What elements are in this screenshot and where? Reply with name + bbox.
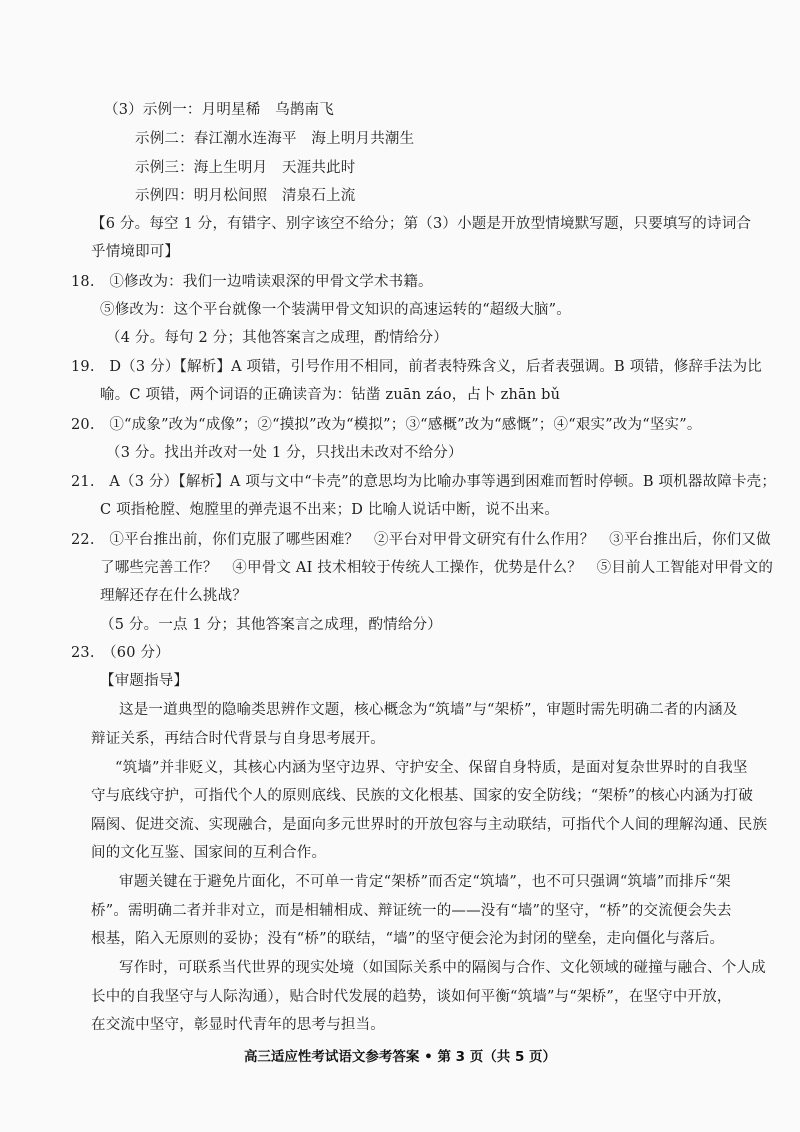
text-line: 根基，陷入无原则的妥协；没有“桥”的联结，“墙”的坚守便会沦为封闭的壁垒，走向僵化与落后。 <box>91 931 725 947</box>
text-line: 这是一道典型的隐喻类思辨作文题，核心概念为“筑墙”与“架桥”，审题时需先明确二者的内涵及 <box>119 702 738 718</box>
text-line: 桥”。需明确二者并非对立，而是相辅相成、辩证统一的——没有“墙”的坚守，“桥”的交流便会失去 <box>91 903 732 919</box>
text-line: 示例三：海上生明月 天涯共此时 <box>135 160 356 176</box>
text-line: 乎情境即可】 <box>91 244 180 260</box>
text-line: 了哪些完善工作？ ④甲骨文 AI 技术相较于传统人工操作，优势是什么？ ⑤目前人工智能对甲骨文的 <box>100 560 774 576</box>
text-line: 21. A（3 分）【解析】A 项与文中“卡壳”的意思均为比喻办事等遇到困难而暂时停顿。B 项机器故障卡壳； <box>71 474 777 490</box>
text-line: 写作时，可联系当代世界的现实处境（如国际关系中的隔阂与合作、文化领域的碰撞与融合、个人成 <box>119 960 766 976</box>
page-footer: 高三适应性考试语文参考答案 • 第 3 页（共 5 页） <box>243 1049 557 1065</box>
text-line: C 项指枪膛、炮膛里的弹壳退不出来；D 比喻人说话中断，说不出来。 <box>100 502 560 518</box>
text-line: 示例二：春江潮水连海平 海上明月共潮生 <box>135 131 415 147</box>
text-line: 审题关键在于避免片面化，不可单一肯定“架桥”而否定“筑墙”，也不可只强调“筑墙”而排斥“架 <box>119 874 731 890</box>
text-line: 间的文化互鉴、国家间的互利合作。 <box>91 845 327 861</box>
text-line: （5 分。一点 1 分；其他答案言之成理，酌情给分） <box>100 617 442 633</box>
text-line: （3）示例一：月明星稀 乌鹊南飞 <box>104 102 334 118</box>
text-line: 喻。C 项错，两个词语的正确读音为：钻凿 zuān záo，占卜 zhān bǔ <box>100 387 561 403</box>
text-line: （4 分。每句 2 分；其他答案言之成理，酌情给分） <box>106 330 448 346</box>
text-line: 22. ①平台推出前，你们克服了哪些困难？ ②平台对甲骨文研究有什么作用？ ③平台推出后，你们又做 <box>71 532 771 548</box>
text-line: 守与底线守护，可指代个人的原则底线、民族的文化根基、国家的安全防线；“架桥”的核心内涵为打破 <box>91 788 754 804</box>
text-line: 隔阂、促进交流、实现融合，是面向多元世界时的开放包容与主动联结，可指代个人间的理解沟通、民族 <box>91 817 768 833</box>
text-line: 23. （60 分） <box>71 645 170 661</box>
text-line: 18. ①修改为：我们一边啃读艰深的甲骨文学术书籍。 <box>71 274 433 290</box>
text-line: 在交流中坚守，彰显时代青年的思考与担当。 <box>91 1017 385 1033</box>
text-line: “筑墙”并非贬义，其核心内涵为坚守边界、守护安全、保留自身特质，是面对复杂世界时的自我坚 <box>115 760 748 776</box>
text-line: 理解还存在什么挑战？ <box>100 588 247 604</box>
text-line: 【6 分。每空 1 分，有错字、别字该空不给分；第（3）小题是开放型情境默写题，只要填写的诗词合 <box>91 216 752 232</box>
text-line: ⑤修改为：这个平台就像一个装满甲骨文知识的高速运转的“超级大脑”。 <box>100 302 571 318</box>
text-line: （3 分。找出并改对一处 1 分，只找出未改对不给分） <box>106 445 463 461</box>
text-line: 【审题指导】 <box>100 673 189 689</box>
text-line: 长中的自我坚守与人际沟通），贴合时代发展的趋势，谈如何平衡“筑墙”与“架桥”，在坚守中开放， <box>91 989 732 1005</box>
text-line: 辩证关系，再结合时代背景与自身思考展开。 <box>91 731 385 747</box>
text-line: 19. D（3 分）【解析】A 项错，引号作用不相同，前者表特殊含义，后者表强调。B 项错，修辞手法为比 <box>71 359 763 375</box>
text-line: 20. ①“成象”改为“成像”；②“摸拟”改为“模拟”；③“感概”改为“感慨”；④“艰实”改为“坚实”。 <box>71 417 702 433</box>
text-line: 示例四：明月松间照 清泉石上流 <box>135 188 356 204</box>
